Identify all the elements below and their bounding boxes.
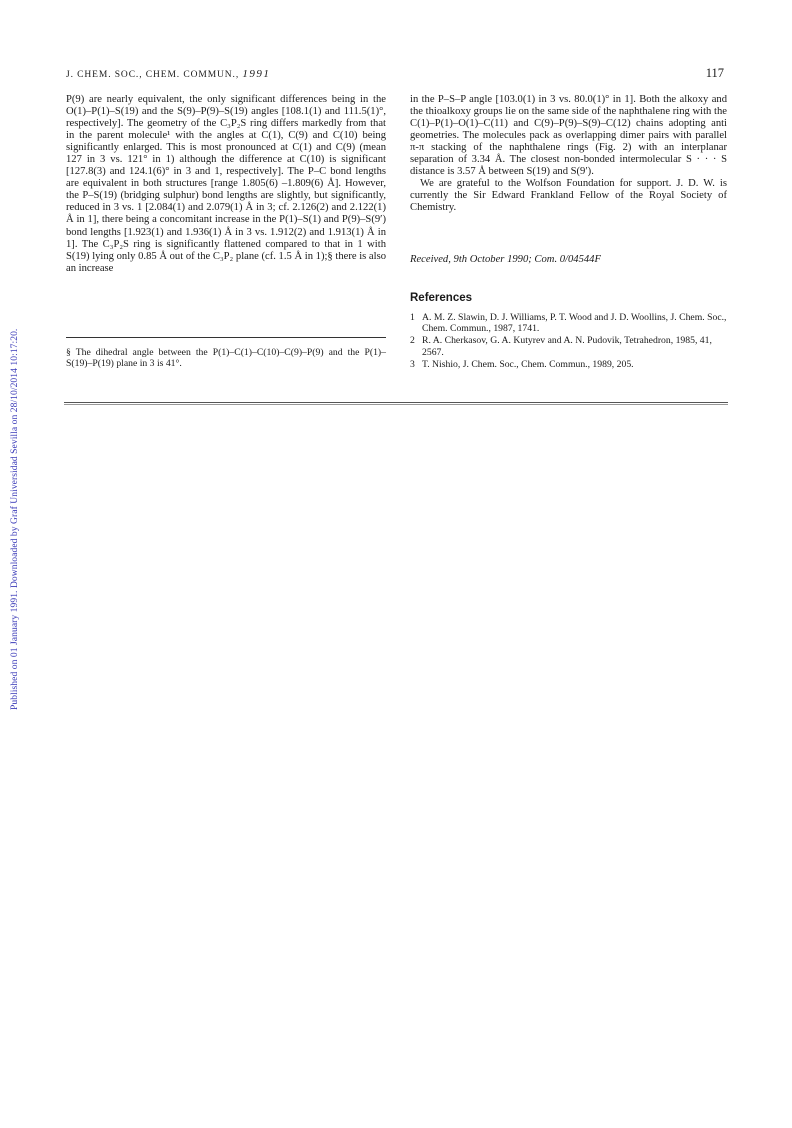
reference-text: T. Nishio, J. Chem. Soc., Chem. Commun., 1989, 205.	[422, 358, 634, 370]
reference-item	[410, 312, 730, 334]
footnote: § The dihedral angle between the P(1)–C(1)–C(10)–C(9)–P(9) and the P(1)–S(19)–P(19) plane in 3 is 41°.	[66, 347, 386, 370]
footnote-divider	[66, 337, 386, 338]
left-column	[66, 94, 386, 275]
reference-number: 1	[410, 312, 415, 323]
body-paragraph: P(9) are nearly equivalent, the only significant differences being in the O(1)–P(1)–S(19) and the S(9)–P(9)–S(19) angles [108.1(1) and 111.5(1)°, respectively]. The geometry of the C₃P₂S ring differs markedly from that in the parent molecule¹ with the angles at C(1), C(9) and C(10) being significantly enlarged. This is most pronounced at C(1) and C(9) (mean 127 in 3 vs. 121° in 1) although the difference at C(10) is significant [127.8(3) and 124.1(6)° in 3 and 1, respectively]. The P–C bond lengths are equivalent in both structures [range 1.805(6) –1.809(6) Å]. However, the P–S(19) (bridging sulphur) bond lengths are slightly, but significantly, reduced in 3 vs. 1 [2.084(1) and 2.079(1) Å in 3; cf. 2.126(2) and 2.122(1) Å in 1], there being a concomitant increase in the P(1)–S(1) and P(9)–S(9′) bond lengths [1.923(1) and 1.936(1) Å in 3 vs. 1.912(2) and 1.913(1) Å in 1]. The C₃P₂S ring is significantly flattened compared to that in 1 with S(19) lying only 0.85 Å out of the C₃P₂ plane (cf. 1.5 Å in 1);§ there is also an increase	[66, 94, 386, 274]
page-end-rule	[64, 402, 728, 403]
running-header	[66, 68, 270, 80]
reference-item	[410, 335, 730, 357]
journal-name: J. CHEM. SOC., CHEM. COMMUN.,	[66, 70, 240, 80]
body-paragraph: in the P–S–P angle [103.0(1) in 3 vs. 80.0(1)° in 1]. Both the alkoxy and the thioalkoxy groups lie on the same side of the naphthalene ring with the C(1)–P(1)–O(1)–C(11) and C(9)–P(9)–S(9)–C(12) chains adopting anti geometries. The molecules pack as overlapping dimer pairs with parallel π-π stacking of the naphthalene rings (Fig. 2) with an interplanar separation of 3.34 Å. The closest non-bonded intermolecular S · · · S distance is 3.57 Å between S(19) and S(9′).	[410, 94, 727, 178]
reference-number: 3	[410, 358, 415, 370]
reference-item	[410, 359, 730, 370]
reference-number: 2	[410, 335, 415, 347]
acknowledgement: We are grateful to the Wolfson Foundation for support. J. D. W. is currently the Sir Edward Frankland Fellow of the Royal Society of Chemistry.	[410, 178, 727, 214]
download-watermark: Published on 01 January 1991. Downloaded by Graf Universidad Sevilla on 28/10/2014 10:17:20.	[9, 328, 20, 710]
journal-year: 1991	[242, 68, 271, 80]
reference-text: A. M. Z. Slawin, D. J. Williams, P. T. Wood and J. D. Woollins, J. Chem. Soc., Chem. Commun., 1987, 1741.	[422, 312, 727, 335]
reference-text: R. A. Cherkasov, G. A. Kutyrev and A. N. Pudovik, Tetrahedron, 1985, 41, 2567.	[422, 335, 712, 358]
right-column	[410, 94, 727, 214]
received-date: Received, 9th October 1990; Com. 0/04544F	[410, 254, 601, 265]
page-number: 117	[705, 66, 724, 80]
references-heading: References	[410, 292, 473, 304]
references-list	[410, 312, 730, 371]
page-end-rule-secondary	[64, 404, 728, 405]
